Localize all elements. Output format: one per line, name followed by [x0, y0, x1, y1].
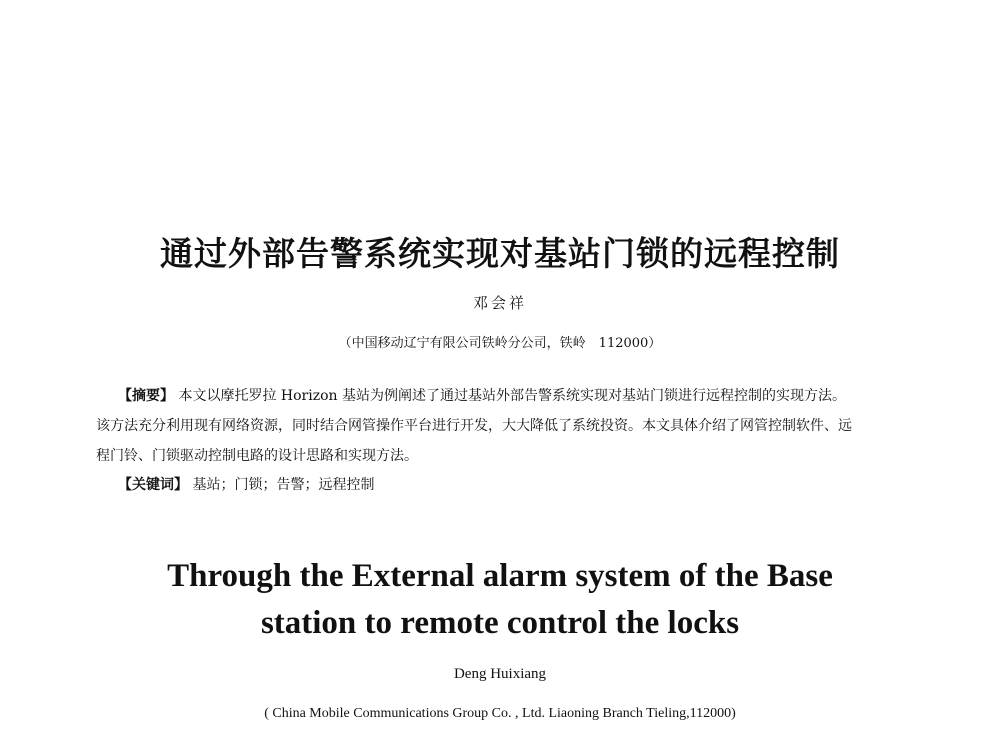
english-affiliation: ( China Mobile Communications Group Co. , Ltd. Liaoning Branch Tieling,112000)	[264, 706, 736, 721]
abstract-line-1	[118, 385, 846, 405]
english-title-line-2: station to remote control the locks	[260, 605, 740, 641]
abstract-line-3: 程门铃、门锁驱动控制电路的设计思路和实现方法。	[96, 448, 418, 464]
abstract-text-1: 本文以摩托罗拉 Horizon 基站为例阐述了通过基站外部告警系统实现对基站门锁进行远程控制的实现方法。	[178, 388, 846, 404]
chinese-title: 通过外部告警系统实现对基站门锁的远程控制	[160, 234, 840, 273]
keywords-line	[118, 474, 374, 494]
english-author: Deng Huixiang	[453, 666, 547, 682]
chinese-affiliation: （中国移动辽宁有限公司铁岭分公司，铁岭 112000）	[338, 336, 662, 351]
english-title-line-1: Through the External alarm system of the Base	[167, 558, 833, 594]
abstract-line-2: 该方法充分利用现有网络资源，同时结合网管操作平台进行开发，大大降低了系统投资。本文具体介绍了网管控制软件、远	[96, 418, 852, 434]
abstract-tag: 【摘要】	[118, 388, 174, 404]
keywords-text: 基站；门锁；告警；远程控制	[192, 477, 375, 493]
chinese-author: 邓会祥	[472, 294, 527, 312]
keywords-tag: 【关键词】	[118, 477, 188, 493]
